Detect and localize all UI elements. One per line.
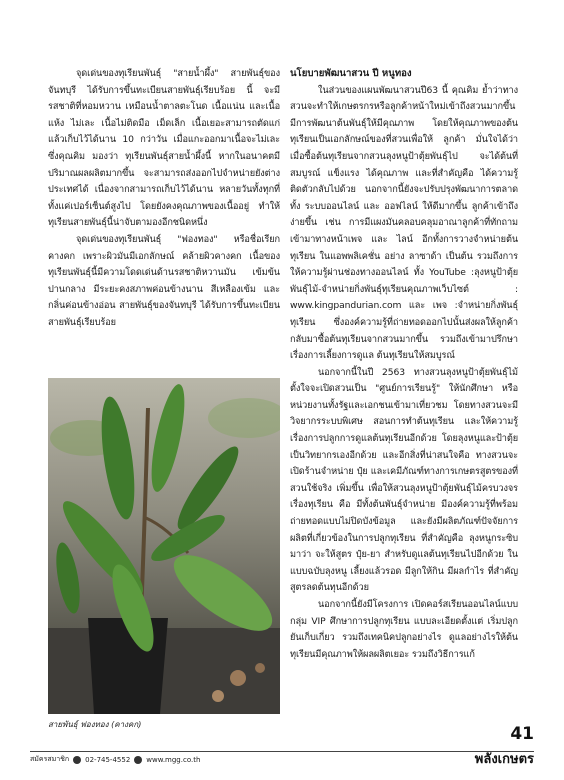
globe-icon bbox=[134, 756, 142, 764]
photo-caption: สายพันธุ์ ฟองทอง (คางคก) bbox=[48, 720, 142, 729]
phone-icon bbox=[73, 756, 81, 764]
footer-contact bbox=[30, 754, 200, 765]
left-paragraph-2: จุดเด่นของทุเรียนพันธุ์ "ฟองทอง" หรือชื่อเรียกคางคก เพราะผิวมันมีเอกลักษณ์ คล้ายผิวคางคก เนื้อของทุเรียนพันธุ์นี้มีความโดดเด่นด้านรสชาติหวานมัน เข้มข้นปานกลาง มีระยะคงสภาพค่อนข้างนาน สีเหลืองเข้ม และกลิ่นค่อนข้างอ่อน สายพันธุ์ของจันทบุรี ได้รับการขึ้นทะเบียนสายพันธุ์เรียบร้อย bbox=[48, 233, 280, 328]
left-paragraph-1: จุดเด่นของทุเรียนพันธุ์ "สายน้ำผึ้ง" สายพันธุ์ของจันทบุรี ได้รับการขึ้นทะเบียนสายพันธุ์เรียบร้อย นี้ จะมีรสชาติที่หอมหวาน เหมือนน้ำตาลตะโนด เนื้อแน่น และเนื้อแห้ง ไม่เละ เนื้อไม่ติดมือ เม็ดเล็ก เนื้อเยอะสามารถตัดแก่แล้วเก็บไว้ได้นาน 10 กว่าวัน เมื่อแกะออกมาเนื้อจะไม่เละ ซึ่งคุณคิม มองว่า ทุเรียนพันธุ์สายน้ำผึ้งนี้ หากในอนาคตมีปริมาณผลผลิตมากขึ้น จะสามารถส่งออกไปจำหน่ายยังต่างประเทศได้ เนื่องจากสามารถเก็บไว้ได้นาน หลายวันทั้งทุกที่ทั้งแค่เปอร์เซ็นต์สูงไป โดยยังคงคุณภาพของเนื้ออยู่ ทำให้ทุเรียนสายพันธุ์นี้น่าจับตามองอีกชนิดหนึ่ง bbox=[48, 68, 280, 229]
phone-number: 02-745-4552 bbox=[85, 755, 131, 764]
section-heading: นโยบายพัฒนาสวน ปี หนูทอง bbox=[290, 68, 412, 79]
right-column bbox=[290, 66, 518, 663]
right-paragraph-3: นอกจากนี้ยังมีโครงการ เปิดคอร์สเรียนออนไลน์แบบกลุ่ม VIP ศึกษาการปลูกทุเรียน แบบละเอียดตั้งแต่ เริ่มปลูก ยันเก็บเกี่ยว รวมถึงเทคนิคปลูกอย่างไร ดูแลอย่างไรให้ต้นทุเรียนมีคุณภาพให้ผลผลิตเยอะ รวมถึงวิธีการแก้ bbox=[290, 599, 518, 660]
durian-seedling-photo bbox=[48, 378, 280, 714]
website-link[interactable]: www.mgg.co.th bbox=[146, 755, 201, 764]
left-column bbox=[48, 66, 280, 332]
page-number: 41 bbox=[510, 724, 534, 744]
right-paragraph-2: นอกจากนี้ในปี 2563 ทางสวนลุงหนูป้าตุ้ยพันธุ์ไม้ตั้งใจจะเปิดสวนเป็น "ศูนย์การเรียนรู้" ให้นักศึกษา หรือหน่วยงานทั้งรัฐและเอกชนเข้ามาเที่ยวชม โดยทางสวนจะมีวิจยากรระบบพิเศษ สอนการทำต้นทุเรียน และให้ความรู้เรื่องการปลูกการดูแลต้นทุเรียนอีกด้วย โดยลุงหนูและป้าตุ้ยเป็นวิทยากรเองอีกด้วย และอีกสิ่งที่น่าสนใจคือ ทางสวนจะเปิดร้านจำหน่าย ปุ๋ย และเคมีภัณฑ์ทางการเกษตรสูตรของที่สวนใช้จริง เพิ่มขึ้น เพื่อให้สวนลุงหนูป้าตุ้ยพันธุ์ไม้ครบวงจรเรื่องทุเรียน คือ มีทั้งต้นพันธุ์จำหน่าย มีองค์ความรู้ที่พร้อมถ่ายทอดแบบไม่ปิดบังข้อมูล และยังมีผลิตภัณฑ์ปัจจัยการผลิตที่เกี่ยวข้องในการปลูกทุเรียน ที่สำคัญคือ ลุงหนูกระซิบมาว่า จะให้สูตร ปุ๋ย-ยา สำหรับดูแลต้นทุเรียนไปอีกด้วย ในแบบฉบับลุงหนู เลี้ยงแล้วรอด มีลูกให้กิน มีผลกำไร ที่สำคัญสูตรลดต้นทุนอีกด้วย bbox=[290, 366, 518, 594]
magazine-name: พลังเกษตร bbox=[474, 752, 534, 767]
right-paragraph-1: ในส่วนของแผนพัฒนาสวนปี63 นี้ คุณคิม ย้ำว่าทางสวนจะทำให้เกษตรกรหรือลูกค้าหน้าใหม่เข้าถึงสวนมากขึ้น มีการพัฒนาต้นพันธุ์ให้มีคุณภาพ โดยให้คุณภาพของต้นทุเรียนเป็นเอกลักษณ์ของที่สวนเพื่อให้ ลูกค้า มั่นใจได้ว่า เมื่อซื้อต้นทุเรียนจากสวนลุงหนูป้าตุ้ยพันธุ์ไป จะได้ต้นที่สมบูรณ์ แข็งแรง ได้คุณภาพ และที่สำคัญคือ ได้ความรู้ติดตัวกลับไปด้วย นอกจากนี้ยังจะปรับปรุงพัฒนาการตลาดทั้ง ระบบออนไลน์ และ ออฟไลน์ ให้ดีมากขึ้น ลูกค้าเข้าถึงง่ายขึ้น เช่น การมีแผงมันคลอบคลุมอาณาลูกค้าที่ทักถามเข้ามาทางหน้าเพจ และ ไลน์ อีกทั้งการวางจำหน่ายต้นทุเรียน ในแอพพลิเคชั่น อย่าง ลาซาด้า เป็นต้น รวมถึงการให้ความรู้ผ่านช่องทางออนไลน์ ทั้ง YouTube :ลุงหนูป้าตุ้ยพันธุ์ไม้-จำหน่ายกิ่งพันธุ์ทุเรียนคุณภาพเว็บไซต์ : www.kingpandurian.com และ เพจ :จำหน่ายกิ่งพันธุ์ทุเรียน ซึ่งองค์ความรู้ที่ถ่ายทอดออกไปนั้นส่งผลให้ลูกค้ากลับมาซื้อต้นทุเรียนจากสวนมากขึ้น รวมถึงเข้ามาปรึกษาเรื่องการเลี้ยงการดูแล ต้นทุเรียนให้สมบูรณ์ bbox=[290, 84, 518, 362]
subscribe-label: สมัครสมาชิก bbox=[30, 755, 70, 763]
seedling-illustration bbox=[48, 378, 280, 714]
footer-divider bbox=[30, 751, 534, 752]
